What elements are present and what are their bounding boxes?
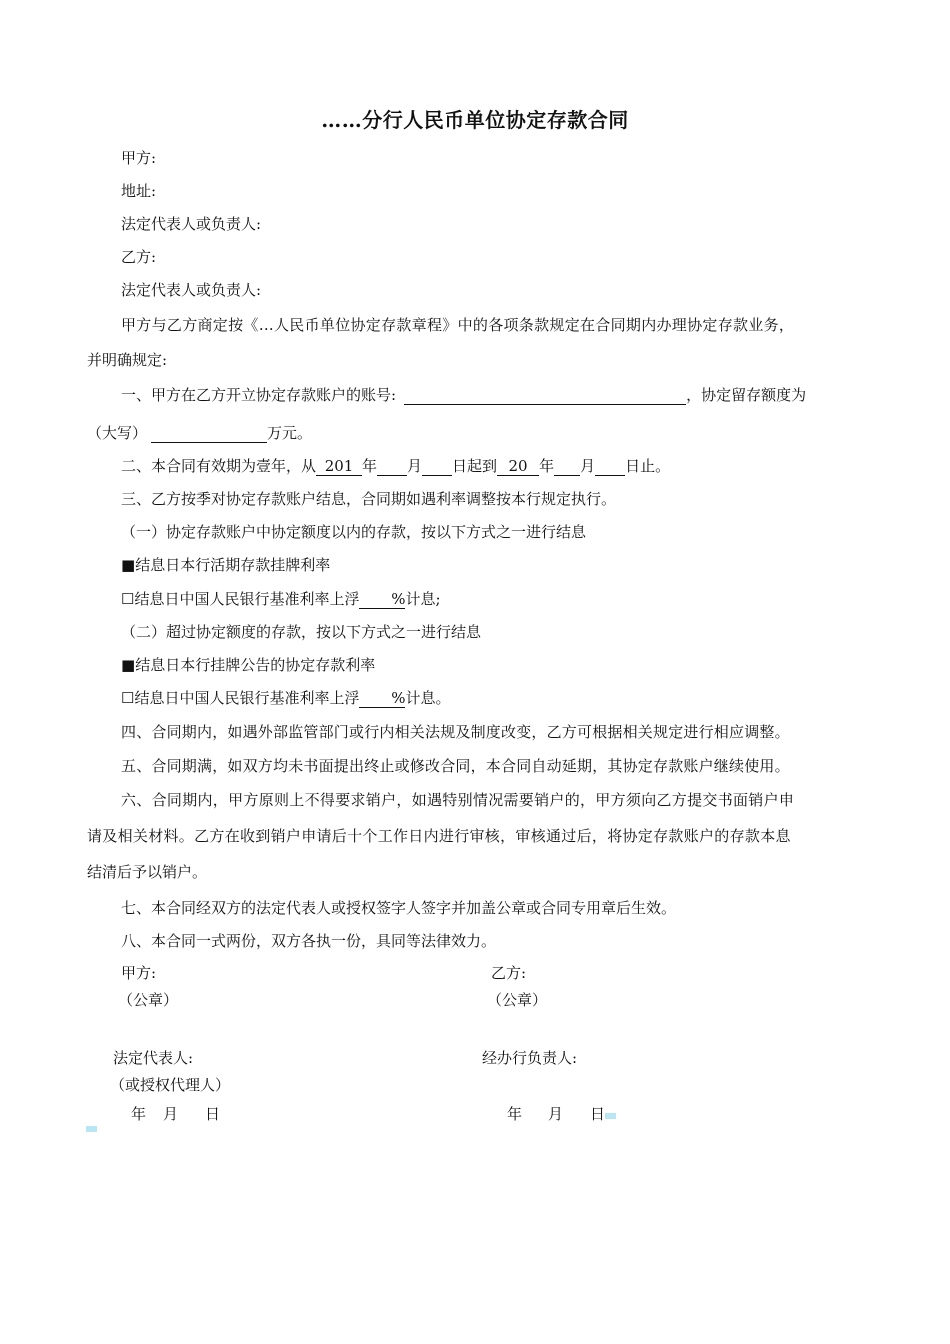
clause-2 [121, 456, 670, 476]
date-a-day: 日 [205, 1105, 221, 1123]
clause-1-line-2 [87, 423, 312, 443]
date-a-month: 月 [163, 1105, 179, 1123]
option-1-checked-label: 结息日本行活期存款挂牌利率 [135, 556, 331, 574]
end-year-field: 20 [497, 458, 539, 476]
intro-line-2: 并明确规定: [87, 351, 168, 369]
date-b-year: 年 [507, 1105, 523, 1123]
end-year-suffix: 年 [539, 457, 555, 475]
clause-4: 四、合同期内，如遇外部监管部门或行内相关法规及制度改变，乙方可根据相关规定进行相应调整。 [121, 723, 790, 741]
start-month-blank [377, 459, 407, 476]
clause-3: 三、乙方按季对协定存款账户结息，合同期如遇利率调整按本行规定执行。 [121, 490, 617, 508]
highlight-mark [86, 1126, 97, 1132]
option-1-unchecked-suffix: 计息; [405, 590, 441, 608]
legal-representative-label: 法定代表人: [113, 1049, 194, 1067]
end-day-blank [595, 459, 625, 476]
clause-2-prefix: 二、本合同有效期为壹年，从 [121, 457, 317, 475]
unchecked-box-icon: ☐ [121, 689, 135, 707]
quota-amount-blank [151, 426, 267, 443]
checked-box-icon: ■ [121, 656, 136, 674]
start-year-suffix: 年 [362, 457, 378, 475]
start-day-suffix: 日起到 [452, 457, 498, 475]
highlight-mark [605, 1113, 616, 1119]
option-2-checked-label: 结息日本行挂牌公告的协定存款利率 [135, 656, 376, 674]
clause-3-sub-2: （二）超过协定额度的存款，按以下方式之一进行结息 [121, 623, 482, 641]
clause-5: 五、合同期满，如双方均未书面提出终止或修改合同，本合同自动延期，其协定存款账户继续使用。 [121, 757, 790, 775]
intro-line-1: 甲方与乙方商定按《…人民币单位协定存款章程》中的各项条款规定在合同期内办理协定存款业务， [121, 316, 795, 334]
clause-1-unit: 万元。 [267, 424, 313, 442]
option-2-checked [121, 655, 375, 675]
signature-party-b: 乙方: [491, 964, 527, 982]
clause-7: 七、本合同经双方的法定代表人或授权签字人签字并加盖公章或合同专用章后生效。 [121, 899, 677, 917]
date-b-day: 日 [590, 1105, 606, 1123]
address-label: 地址: [121, 182, 157, 200]
party-b-label: 乙方: [121, 248, 157, 266]
clause-6-line-1: 六、合同期内，甲方原则上不得要求销户，如遇特别情况需要销户的，甲方须向乙方提交书面销户申 [121, 791, 795, 809]
start-year-field: 201 [316, 458, 362, 476]
clause-6-line-2: 请及相关材料。乙方在收到销户申请后十个工作日内进行审核，审核通过后，将协定存款账户的存款本息 [87, 827, 791, 845]
end-month-blank [554, 459, 580, 476]
account-number-blank [404, 388, 686, 405]
option-2-unchecked [121, 688, 450, 708]
clause-6-line-3: 结清后予以销户。 [87, 863, 208, 881]
seal-a: （公章） [118, 991, 179, 1009]
clause-1-capital-label: （大写） [87, 424, 148, 442]
option-2-unchecked-label: 结息日中国人民银行基准利率上浮 [134, 689, 360, 707]
legal-rep-b-label: 法定代表人或负责人: [121, 281, 262, 299]
clause-1-line-1 [121, 385, 806, 405]
checked-box-icon: ■ [121, 556, 136, 574]
date-b-month: 月 [548, 1105, 564, 1123]
party-a-label: 甲方: [121, 149, 157, 167]
signature-party-a: 甲方: [121, 964, 157, 982]
date-a-year: 年 [131, 1105, 147, 1123]
page-title: ……分行人民币单位协定存款合同 [321, 108, 629, 132]
end-day-suffix: 日止。 [625, 457, 671, 475]
clause-8: 八、本合同一式两份，双方各执一份，具同等法律效力。 [121, 932, 497, 950]
branch-head-label: 经办行负责人: [482, 1049, 578, 1067]
clause-3-sub-1: （一）协定存款账户中协定额度以内的存款，按以下方式之一进行结息 [121, 523, 587, 541]
start-day-blank [422, 459, 452, 476]
unchecked-box-icon: ☐ [121, 590, 135, 608]
start-month-suffix: 月 [407, 457, 423, 475]
authorized-agent-label: （或授权代理人） [110, 1076, 231, 1094]
legal-rep-a-label: 法定代表人或负责人: [121, 215, 262, 233]
seal-b: （公章） [487, 991, 548, 1009]
option-2-percent-field: % [359, 690, 405, 708]
option-1-checked [121, 555, 330, 575]
clause-1-quota-label: ，协定留存额度为 [686, 386, 807, 404]
option-1-unchecked-label: 结息日中国人民银行基准利率上浮 [134, 590, 360, 608]
option-1-percent-field: % [359, 591, 405, 609]
option-1-unchecked [121, 589, 441, 609]
end-month-suffix: 月 [580, 457, 596, 475]
clause-1-account-label: 一、甲方在乙方开立协定存款账户的账号: [121, 386, 397, 404]
option-2-unchecked-suffix: 计息。 [405, 689, 451, 707]
